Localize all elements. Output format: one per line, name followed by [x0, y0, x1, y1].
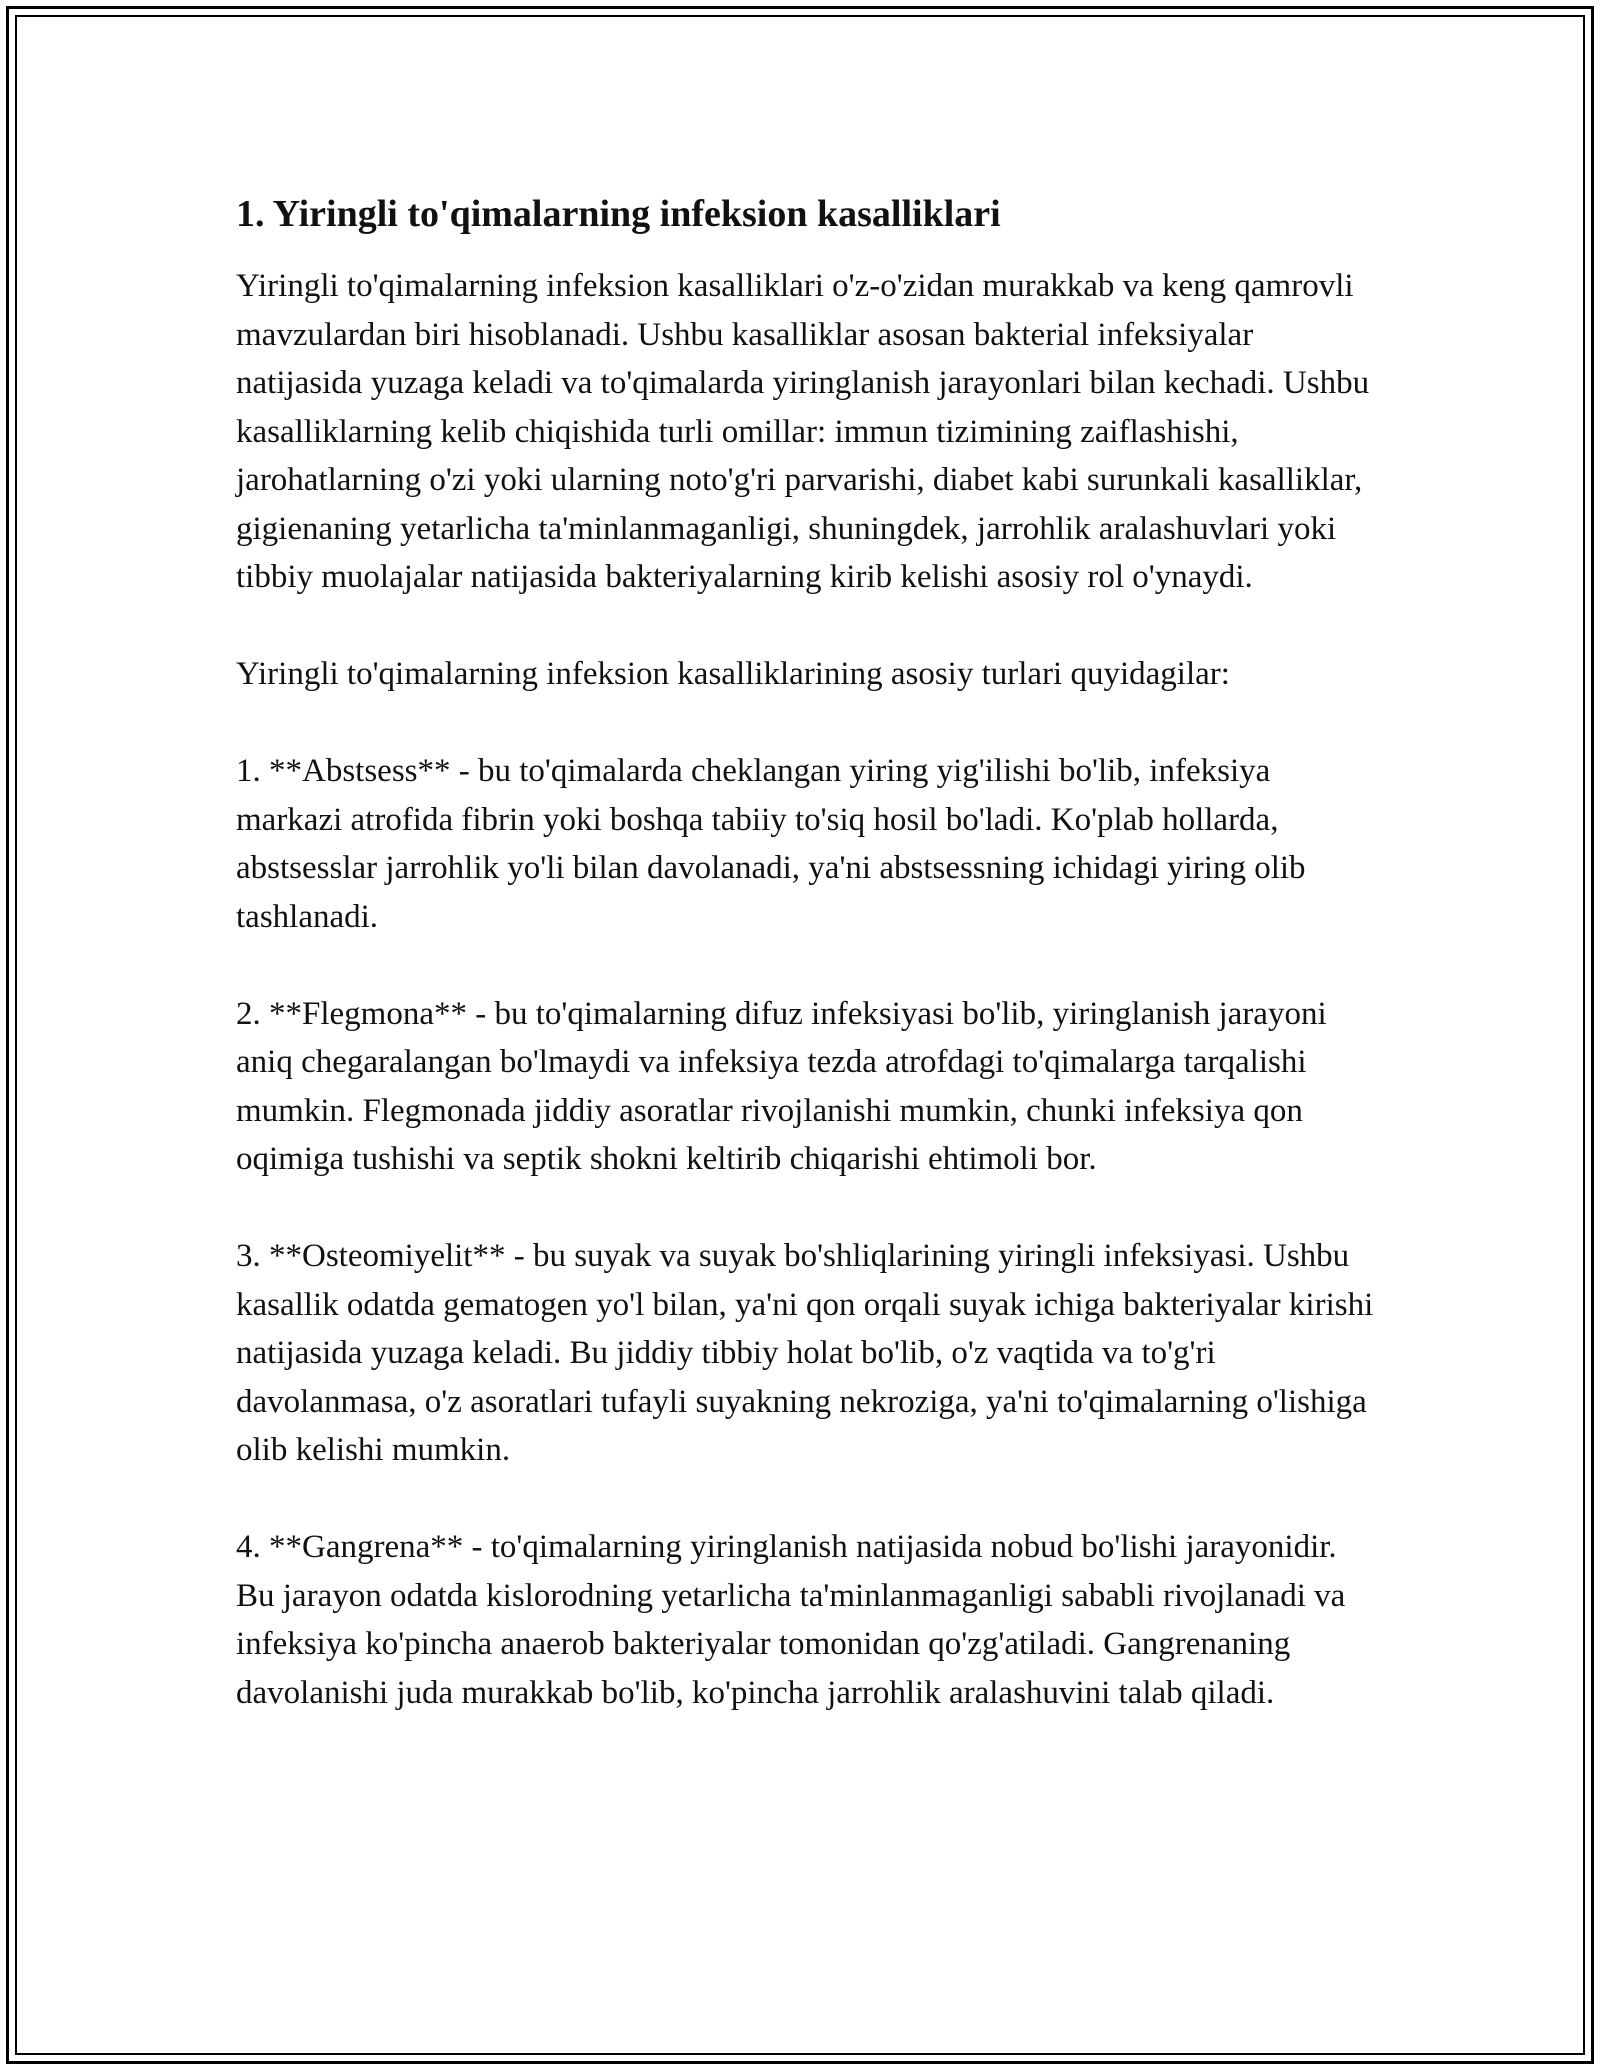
paragraph-spacer	[236, 699, 1376, 748]
paragraph-spacer	[236, 1184, 1376, 1233]
list-item-osteomiyelit: 3. **Osteomiyelit** - bu suyak va suyak bo'shliqlarining yiringli infeksiyasi. Ushbu kasallik odatda gematogen yo'l bilan, ya'ni qon orqali suyak ichiga bakteriyalar kirishi natijasida yuzaga keladi. Bu jiddiy tibbiy holat bo'lib, o'z vaqtida va to'g'ri davolanmasa, o'z asoratlari tufayli suyakning nekroziga, ya'ni to'qimalarning o'lishiga olib kelishi mumkin.	[236, 1238, 1374, 1468]
paragraph-spacer	[236, 1475, 1376, 1524]
document-title: 1. Yiringli to'qimalarning infeksion kasalliklari	[236, 193, 1001, 235]
document-body	[236, 190, 1376, 1717]
types-lead-paragraph: Yiringli to'qimalarning infeksion kasalliklarining asosiy turlari quyidagilar:	[236, 656, 1230, 692]
list-item-flegmona: 2. **Flegmona** - bu to'qimalarning difuz infeksiyasi bo'lib, yiringlanish jarayoni aniq chegaralangan bo'lmaydi va infeksiya tezda atrofdagi to'qimalarga tarqalishi mumkin. Flegmonada jiddiy asoratlar rivojlanishi mumkin, chunki infeksiya qon oqimiga tushishi va septik shokni keltirib chiqarishi ehtimoli bor.	[236, 995, 1327, 1177]
list-item-abstsess: 1. **Abstsess** - bu to'qimalarda cheklangan yiring yig'ilishi bo'lib, infeksiya markazi atrofida fibrin yoki boshqa tabiiy to'siq hosil bo'ladi. Ko'plab hollarda, abstsesslar jarrohlik yo'li bilan davolanadi, ya'ni abstsessning ichidagi yiring olib tashlanadi.	[236, 753, 1306, 935]
paragraph-spacer	[236, 602, 1376, 651]
paragraph-spacer	[236, 941, 1376, 990]
list-item-gangrena: 4. **Gangrena** - to'qimalarning yiringlanish natijasida nobud bo'lishi jarayonidir. Bu jarayon odatda kislorodning yetarlicha ta'minlanmaganligi sababli rivojlanadi va infeksiya ko'pincha anaerob bakteriyalar tomonidan qo'zg'atiladi. Gangrenaning davolanishi juda murakkab bo'lib, ko'pincha jarrohlik aralashuvini talab qiladi.	[236, 1529, 1346, 1711]
intro-paragraph: Yiringli to'qimalarning infeksion kasalliklari o'z-o'zidan murakkab va keng qamrovli mavzulardan biri hisoblanadi. Ushbu kasalliklar asosan bakterial infeksiyalar natijasida yuzaga keladi va to'qimalarda yiringlanish jarayonlari bilan kechadi. Ushbu kasalliklarning kelib chiqishida turli omillar: immun tizimining zaiflashishi, jarohatlarning o'zi yoki ularning noto'g'ri parvarishi, diabet kabi surunkali kasalliklar, gigienaning yetarlicha ta'minlanmaganligi, shuningdek, jarrohlik aralashuvlari yoki tibbiy muolajalar natijasida bakteriyalarning kirib kelishi asosiy rol o'ynaydi.	[236, 268, 1370, 595]
